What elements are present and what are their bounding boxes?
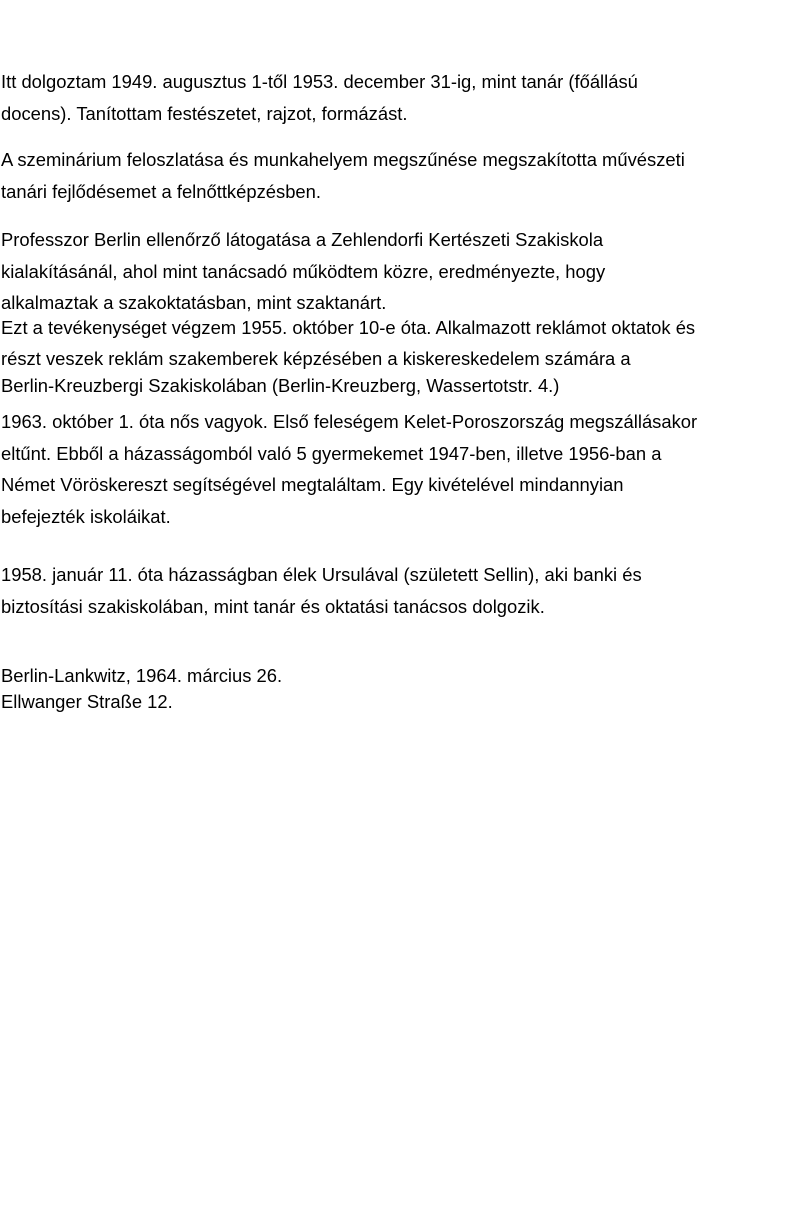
- text-line: docens). Tanítottam festészetet, rajzot, formázást.: [1, 102, 408, 124]
- text-line: tanári fejlődésemet a felnőttképzésben.: [1, 180, 321, 202]
- text-line: Ezt a tevékenységet végzem 1955. október 10-e óta. Alkalmazott reklámot oktatok és: [1, 317, 696, 338]
- paragraph-professor-visit: [1, 224, 791, 319]
- paragraph-seminar-dissolution: [1, 144, 791, 207]
- text-line: Német Vöröskereszt segítségével megtaláltam. Egy kivételével mindannyian: [1, 474, 624, 495]
- text-line: biztosítási szakiskolában, mint tanár és oktatási tanácsos dolgozik.: [1, 595, 545, 617]
- paragraph-marriage: [1, 559, 791, 622]
- signature-block: [1, 663, 791, 715]
- text-line: kialakításánál, ahol mint tanácsadó működtem közre, eredményezte, hogy: [1, 260, 606, 282]
- paragraph-family: [1, 406, 791, 532]
- text-line: részt veszek reklám szakemberek képzésében a kiskereskedelem számára a: [1, 348, 631, 369]
- paragraph-employment: [1, 66, 791, 129]
- text-line: 1963. október 1. óta nős vagyok. Első feleségem Kelet-Poroszország megszállásakor: [1, 411, 698, 432]
- text-line: Itt dolgoztam 1949. augusztus 1-től 1953. december 31-ig, mint tanár (főállású: [1, 71, 638, 92]
- text-line: eltűnt. Ebből a házasságomból való 5 gyermekemet 1947-ben, illetve 1956-ban a: [1, 442, 662, 464]
- place-date: Berlin-Lankwitz, 1964. március 26.: [1, 665, 283, 686]
- text-line: Berlin-Kreuzbergi Szakiskolában (Berlin-Kreuzberg, Wassertotstr. 4.): [1, 375, 560, 396]
- address: Ellwanger Straße 12.: [1, 691, 173, 712]
- paragraph-current-activity: [1, 312, 791, 402]
- text-line: alkalmaztak a szakoktatásban, mint szaktanárt.: [1, 292, 387, 313]
- text-line: befejezték iskoláikat.: [1, 505, 171, 527]
- text-line: 1958. január 11. óta házasságban élek Ursulával (született Sellin), aki banki és: [1, 564, 642, 585]
- text-line: A szeminárium feloszlatása és munkahelyem megszűnése megszakította művészeti: [1, 149, 685, 170]
- text-line: Professzor Berlin ellenőrző látogatása a Zehlendorfi Kertészeti Szakiskola: [1, 229, 604, 250]
